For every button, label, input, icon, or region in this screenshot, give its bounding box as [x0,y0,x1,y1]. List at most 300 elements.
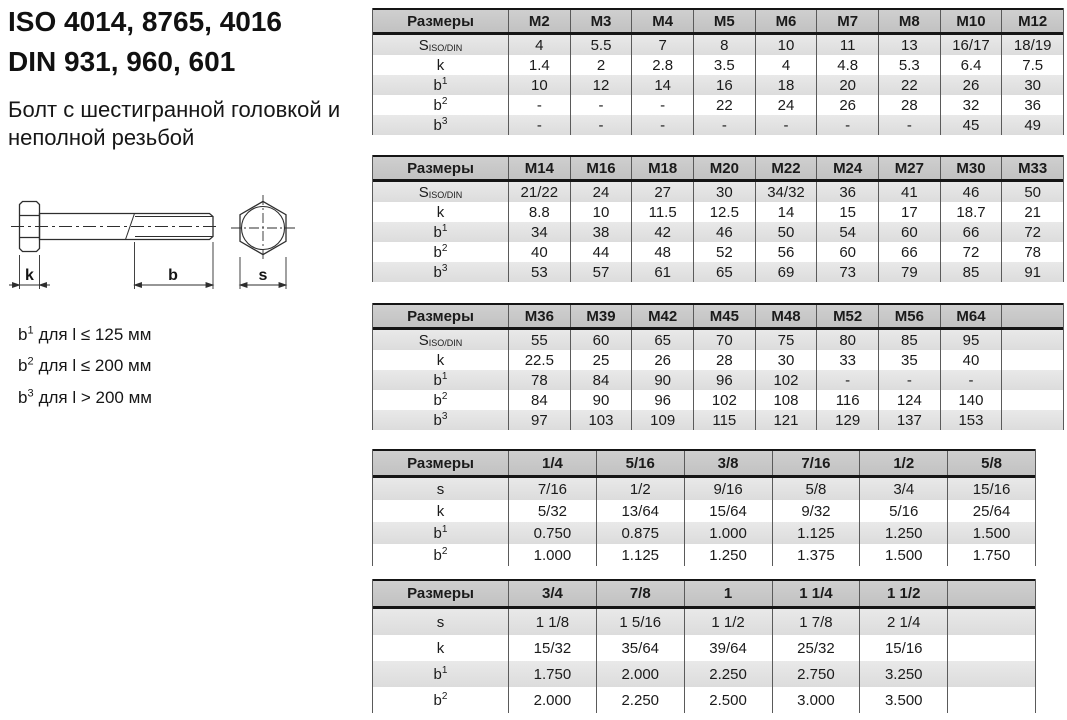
page-title-iso: ISO 4014, 8765, 4016 [8,6,282,37]
value-cell: 53 [508,262,570,282]
value-cell: 3.250 [859,661,947,687]
value-cell: 2.000 [508,687,596,713]
value-cell: 12 [570,75,632,95]
row-label: s [436,480,445,498]
value-cell: 24 [755,95,817,115]
table-imperial-three-quarter-to-one-and-half [372,579,1036,713]
table-row-s [373,182,1063,202]
value-cell: 22 [878,75,940,95]
size-header: M27 [878,157,940,179]
value-cell: 22 [693,95,755,115]
table-row-k [373,500,1035,522]
value-cell: 13/64 [596,500,684,522]
table-row-b3 [373,410,1063,430]
size-header: 1 1/2 [859,581,947,606]
value-cell: 49 [1001,115,1063,135]
size-header: M3 [570,10,632,32]
value-cell: 14 [755,202,817,222]
table-row-s [373,478,1035,500]
row-label: k [436,502,445,520]
table-row-s [373,35,1063,55]
value-cell [1001,410,1063,430]
value-cell: 3.500 [859,687,947,713]
value-cell [1001,330,1063,350]
table-header-row [373,579,1035,609]
size-header: M10 [940,10,1002,32]
row-label: S $_{ISO/DIN}$ [418,183,463,201]
value-cell: 14 [631,75,693,95]
value-cell: 42 [631,222,693,242]
table-row-b3 [373,115,1063,135]
subtitle: Болт с шестигранной головкой и неполной резьбой [8,97,341,150]
row-label: b $^1$ [433,76,448,94]
value-cell: 65 [631,330,693,350]
value-cell: 25/64 [947,500,1035,522]
value-cell: 45 [940,115,1002,135]
size-header: M20 [693,157,755,179]
size-header: M56 [878,305,940,327]
value-cell: - [816,370,878,390]
value-cell: 85 [878,330,940,350]
value-cell: - [940,370,1002,390]
table-row-b2 [373,242,1063,262]
size-header: M4 [631,10,693,32]
size-header: 5/8 [947,451,1035,475]
value-cell: 60 [570,330,632,350]
size-column-label: Размеры [407,159,474,177]
value-cell: 1.125 [772,522,860,544]
value-cell: 35/64 [596,635,684,661]
value-cell: 1.750 [947,544,1035,566]
size-header: M33 [1001,157,1063,179]
value-cell: 4.8 [816,55,878,75]
value-cell: 72 [940,242,1002,262]
row-label: b $^2$ [433,243,448,261]
table-header-row [373,155,1063,182]
size-header: 1 [684,581,772,606]
value-cell: - [816,115,878,135]
value-cell: 66 [878,242,940,262]
value-cell: 84 [508,390,570,410]
row-label: S $_{ISO/DIN}$ [418,36,463,54]
size-header: M22 [755,157,817,179]
dim-label-b: b [168,267,178,284]
size-header: M5 [693,10,755,32]
row-label: b $^3$ [433,263,448,281]
value-cell: 84 [570,370,632,390]
value-cell: 78 [508,370,570,390]
row-label: k [436,56,445,74]
value-cell: 38 [570,222,632,242]
value-cell: 2.250 [596,687,684,713]
value-cell: 28 [878,95,940,115]
value-cell: 7/16 [508,478,596,500]
value-cell: 103 [570,410,632,430]
note-b1 [18,320,152,345]
value-cell: 2.000 [596,661,684,687]
value-cell: 5/8 [772,478,860,500]
table-row-b1 [373,661,1035,687]
value-cell: 18/19 [1001,35,1063,55]
value-cell: 108 [755,390,817,410]
table-row-k [373,635,1035,661]
size-header: M24 [816,157,878,179]
row-label: b $^1$ [433,665,448,683]
value-cell: 4 [508,35,570,55]
value-cell: 16 [693,75,755,95]
value-cell: 15/32 [508,635,596,661]
size-header: 1 1/4 [772,581,860,606]
value-cell: - [508,95,570,115]
value-cell: 26 [816,95,878,115]
value-cell [947,635,1035,661]
note-b2-text: для l ≤ 200 мм [38,356,152,376]
row-label: b $^3$ [433,116,448,134]
value-cell: 96 [631,390,693,410]
size-header [947,581,1035,606]
size-header: M52 [816,305,878,327]
value-cell: 15/64 [684,500,772,522]
value-cell: 2.500 [684,687,772,713]
value-cell: 102 [693,390,755,410]
value-cell: 32 [940,95,1002,115]
value-cell: 7.5 [1001,55,1063,75]
value-cell: 26 [940,75,1002,95]
size-column-label: Размеры [407,12,474,30]
value-cell: 11 [816,35,878,55]
note-b2-symbol: $b^2$ [18,355,34,376]
value-cell: 97 [508,410,570,430]
value-cell: - [878,370,940,390]
bolt-technical-drawing [6,190,306,302]
value-cell: - [570,115,632,135]
table-row-b1 [373,370,1063,390]
row-label: b $^3$ [433,411,448,429]
value-cell: 1.750 [508,661,596,687]
value-cell: 17 [878,202,940,222]
value-cell: 33 [816,350,878,370]
value-cell: 26 [631,350,693,370]
value-cell: 0.750 [508,522,596,544]
row-label: b $^2$ [433,391,448,409]
value-cell: 1.500 [859,544,947,566]
size-header: M39 [570,305,632,327]
value-cell: 0.875 [596,522,684,544]
value-cell: 15 [816,202,878,222]
size-header: 1/4 [508,451,596,475]
note-b3-symbol: $b^3$ [18,387,34,407]
hex-end-view [231,195,295,261]
value-cell: 52 [693,242,755,262]
value-cell: - [878,115,940,135]
size-header: 1/2 [859,451,947,475]
value-cell: 60 [878,222,940,242]
value-cell: 61 [631,262,693,282]
value-cell: 80 [816,330,878,350]
value-cell: 2.8 [631,55,693,75]
value-cell: 5.3 [878,55,940,75]
size-column-label: Размеры [407,585,474,602]
row-label: b $^1$ [433,524,448,542]
value-cell: 18 [755,75,817,95]
value-cell: - [631,115,693,135]
value-cell: 1/2 [596,478,684,500]
table-row-b1 [373,75,1063,95]
size-header: 3/4 [508,581,596,606]
page-title-din: DIN 931, 960, 601 [8,46,236,77]
value-cell: 48 [631,242,693,262]
size-header: M16 [570,157,632,179]
note-b2 [18,352,152,377]
thread-length-notes [18,320,152,415]
value-cell: 15/16 [947,478,1035,500]
size-column-label: Размеры [407,454,474,472]
title-block [8,2,358,152]
value-cell: 25/32 [772,635,860,661]
value-cell: 1 7/8 [772,609,860,635]
row-label: b $^2$ [433,691,448,709]
row-label: b $^1$ [433,223,448,241]
table-row-b3 [373,262,1063,282]
size-header: M42 [631,305,693,327]
size-header: M6 [755,10,817,32]
value-cell: 46 [693,222,755,242]
value-cell: 1.250 [859,522,947,544]
table-row-b1 [373,522,1035,544]
value-cell: 65 [693,262,755,282]
row-label: S $_{ISO/DIN}$ [418,331,463,349]
value-cell: 55 [508,330,570,350]
size-header: M48 [755,305,817,327]
dim-label-k: k [25,267,34,284]
value-cell: 6.4 [940,55,1002,75]
value-cell: 1.000 [684,522,772,544]
value-cell: 3.5 [693,55,755,75]
value-cell: 102 [755,370,817,390]
table-imperial-quarter-to-five-eighths [372,449,1036,566]
row-label: k [436,639,445,657]
value-cell: 121 [755,410,817,430]
row-label: s [436,613,445,631]
value-cell: 1.000 [508,544,596,566]
table-row-b2 [373,544,1035,566]
table-row-b2 [373,390,1063,410]
row-label: b $^2$ [433,96,448,114]
value-cell: 1.250 [684,544,772,566]
value-cell: 69 [755,262,817,282]
value-cell: 72 [1001,222,1063,242]
value-cell: 1 1/8 [508,609,596,635]
row-label: b $^2$ [433,546,448,564]
value-cell: 50 [1001,182,1063,202]
table-row-s [373,330,1063,350]
size-header [1001,305,1063,327]
value-cell: 16/17 [940,35,1002,55]
value-cell: 1.375 [772,544,860,566]
table-row-k [373,202,1063,222]
size-header: 5/16 [596,451,684,475]
value-cell: 10 [570,202,632,222]
size-header: M8 [878,10,940,32]
size-header: M18 [631,157,693,179]
value-cell: 36 [816,182,878,202]
value-cell: 2.250 [684,661,772,687]
value-cell: 34/32 [755,182,817,202]
value-cell: 21 [1001,202,1063,222]
value-cell: 2 [570,55,632,75]
value-cell: 13 [878,35,940,55]
value-cell [947,609,1035,635]
value-cell: 24 [570,182,632,202]
value-cell: 9/32 [772,500,860,522]
table-row-b1 [373,222,1063,242]
value-cell [1001,350,1063,370]
value-cell: - [631,95,693,115]
value-cell: 90 [570,390,632,410]
value-cell: 39/64 [684,635,772,661]
value-cell: 5/16 [859,500,947,522]
value-cell: 25 [570,350,632,370]
value-cell: 10 [755,35,817,55]
table-header-row [373,303,1063,330]
value-cell [1001,370,1063,390]
value-cell: 3.000 [772,687,860,713]
value-cell: 78 [1001,242,1063,262]
value-cell: 137 [878,410,940,430]
value-cell: 12.5 [693,202,755,222]
value-cell: 95 [940,330,1002,350]
value-cell: - [755,115,817,135]
table-row-b2 [373,687,1035,713]
value-cell: 27 [631,182,693,202]
value-cell: 140 [940,390,1002,410]
value-cell: 66 [940,222,1002,242]
value-cell: 5/32 [508,500,596,522]
table-row-k [373,55,1063,75]
value-cell: 30 [693,182,755,202]
row-label: k [436,203,445,221]
value-cell: 2.750 [772,661,860,687]
value-cell: 60 [816,242,878,262]
table-metric-m2-m12 [372,8,1064,135]
value-cell: 7 [631,35,693,55]
value-cell: 9/16 [684,478,772,500]
table-row-k [373,350,1063,370]
note-b1-symbol: $b^1$ [18,324,34,344]
value-cell: 116 [816,390,878,410]
value-cell [947,661,1035,687]
value-cell: 41 [878,182,940,202]
size-header: M12 [1001,10,1063,32]
value-cell: 11.5 [631,202,693,222]
value-cell: 79 [878,262,940,282]
value-cell: 85 [940,262,1002,282]
value-cell: 36 [1001,95,1063,115]
value-cell [1001,390,1063,410]
value-cell: 34 [508,222,570,242]
table-header-row [373,8,1063,35]
value-cell: 18.7 [940,202,1002,222]
size-header: M30 [940,157,1002,179]
value-cell: 22.5 [508,350,570,370]
value-cell: 15/16 [859,635,947,661]
value-cell: 5.5 [570,35,632,55]
value-cell: 1.500 [947,522,1035,544]
value-cell [947,687,1035,713]
size-header: 3/8 [684,451,772,475]
value-cell: 1 1/2 [684,609,772,635]
value-cell: 1.125 [596,544,684,566]
table-row-s [373,609,1035,635]
value-cell: 70 [693,330,755,350]
value-cell: 1 5/16 [596,609,684,635]
value-cell: 30 [1001,75,1063,95]
size-header: M14 [508,157,570,179]
value-cell: 40 [508,242,570,262]
dim-label-s: s [258,267,268,284]
value-cell: 75 [755,330,817,350]
value-cell: - [570,95,632,115]
value-cell: 20 [816,75,878,95]
value-cell: 30 [755,350,817,370]
value-cell: 109 [631,410,693,430]
value-cell: 10 [508,75,570,95]
value-cell: 73 [816,262,878,282]
value-cell: 46 [940,182,1002,202]
value-cell: 21/22 [508,182,570,202]
value-cell: 96 [693,370,755,390]
value-cell: - [508,115,570,135]
note-b3 [18,383,152,408]
size-header: M2 [508,10,570,32]
table-row-b2 [373,95,1063,115]
value-cell: 2 1/4 [859,609,947,635]
note-b3-text: для l > 200 мм [38,387,152,407]
value-cell: 8 [693,35,755,55]
size-header: M36 [508,305,570,327]
value-cell: 4 [755,55,817,75]
size-header: 7/8 [596,581,684,606]
size-header: 7/16 [772,451,860,475]
value-cell: 3/4 [859,478,947,500]
value-cell: 124 [878,390,940,410]
value-cell: 54 [816,222,878,242]
value-cell: 115 [693,410,755,430]
value-cell: 129 [816,410,878,430]
value-cell: 57 [570,262,632,282]
value-cell: 90 [631,370,693,390]
value-cell: 40 [940,350,1002,370]
value-cell: 8.8 [508,202,570,222]
table-metric-m14-m33 [372,155,1064,282]
value-cell: 28 [693,350,755,370]
size-header: M64 [940,305,1002,327]
value-cell: 56 [755,242,817,262]
size-header: M7 [816,10,878,32]
value-cell: 50 [755,222,817,242]
value-cell: - [693,115,755,135]
note-b1-text: для l ≤ 125 мм [38,324,152,344]
value-cell: 44 [570,242,632,262]
row-label: k [436,351,445,369]
size-header: M45 [693,305,755,327]
table-metric-m36-m64 [372,303,1064,430]
table-header-row [373,449,1035,478]
row-label: b $^1$ [433,371,448,389]
value-cell: 153 [940,410,1002,430]
size-column-label: Размеры [407,307,474,325]
value-cell: 1.4 [508,55,570,75]
